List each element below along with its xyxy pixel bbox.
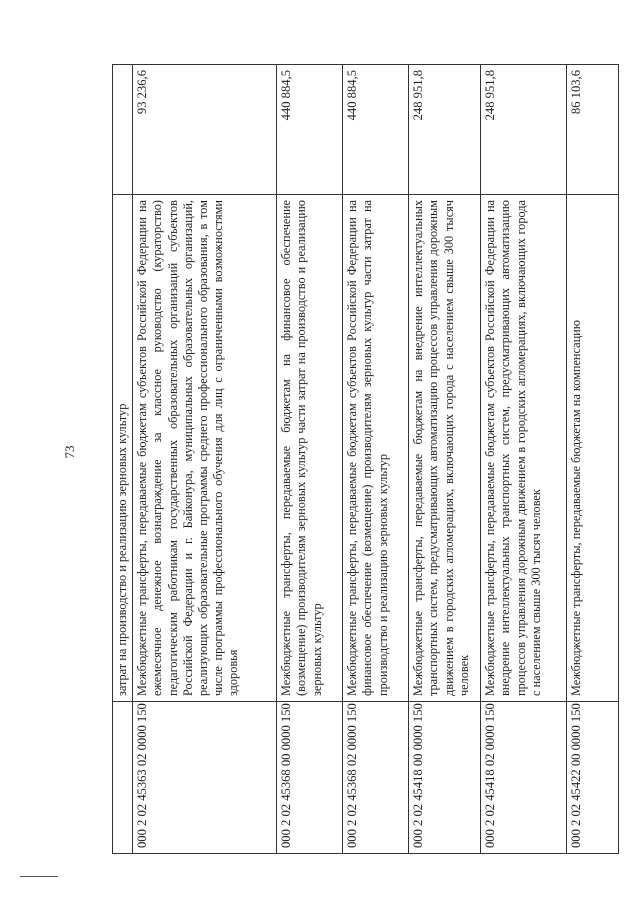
amount-cell: 93 236,6 [133,65,277,195]
description-cell: Межбюджетные трансферты, передаваемые бюджетам субъектов Российской Федерации на финансовое обеспечение (возмещение) производителям зерновых культур части затрат на производство и реализацию зерновых культур [343,195,409,702]
amount-cell: 86 103,6 [567,65,619,195]
table-row [481,65,567,854]
description-cell: Межбюджетные трансферты, передаваемые бюджетам субъектов Российской Федерации на внедрение интеллектуальных транспортных систем, предусматривающих автоматизацию процессов управления дорожным движением в городских агломерациях, включающих города с населением свыше 300 тысяч человек [481,195,567,702]
description-cell: Межбюджетные трансферты, передаваемые бюджетам на финансовое обеспечение (возмещение) производителям зерновых культур части затрат на производство и реализацию зерновых культур [277,195,343,702]
table-row [113,65,133,854]
amount-cell: 248 951,8 [481,65,567,195]
code-cell: 000 2 02 45363 02 0000 150 [133,702,277,854]
rotated-page-content [112,65,619,854]
table-row [409,65,481,854]
amount-cell: 440 884,5 [277,65,343,195]
description-cell: Межбюджетные трансферты, передаваемые бюджетам на компенсацию [567,195,619,702]
code-cell: 000 2 02 45422 00 0000 150 [567,702,619,854]
page-number: 73 [62,445,77,459]
table-row [343,65,409,854]
amount-cell: 248 951,8 [409,65,481,195]
footnote-divider [20,876,58,877]
table-row [133,65,277,854]
table-row [567,65,619,854]
description-cell: Межбюджетные трансферты, передаваемые бюджетам субъектов Российской Федерации на ежемесячное денежное вознаграждение за классное руководство (кураторство) педагогическим работникам государственных образовательных организаций субъектов Российской Федерации и г. Байконура, муниципальных образовательных организаций, реализующих образовательные программы среднего профессионального образования, в том числе программы профессионального обучения для лиц с ограниченными возможностями здоровья [133,195,277,702]
code-cell [113,702,133,854]
budget-revenue-table [112,64,619,854]
table-row [277,65,343,854]
amount-cell [113,65,133,195]
amount-cell: 440 884,5 [343,65,409,195]
code-cell: 000 2 02 45418 02 0000 150 [481,702,567,854]
description-cell: Межбюджетные трансферты, передаваемые бюджетам на внедрение интеллектуальных транспортных систем, предусматривающих автоматизацию процессов управления дорожным движением в городских агломерациях, включающих города с населением свыше 300 тысяч человек [409,195,481,702]
description-cell: затрат на производство и реализацию зерновых культур [113,195,133,702]
code-cell: 000 2 02 45368 02 0000 150 [343,702,409,854]
code-cell: 000 2 02 45418 00 0000 150 [409,702,481,854]
code-cell: 000 2 02 45368 00 0000 150 [277,702,343,854]
